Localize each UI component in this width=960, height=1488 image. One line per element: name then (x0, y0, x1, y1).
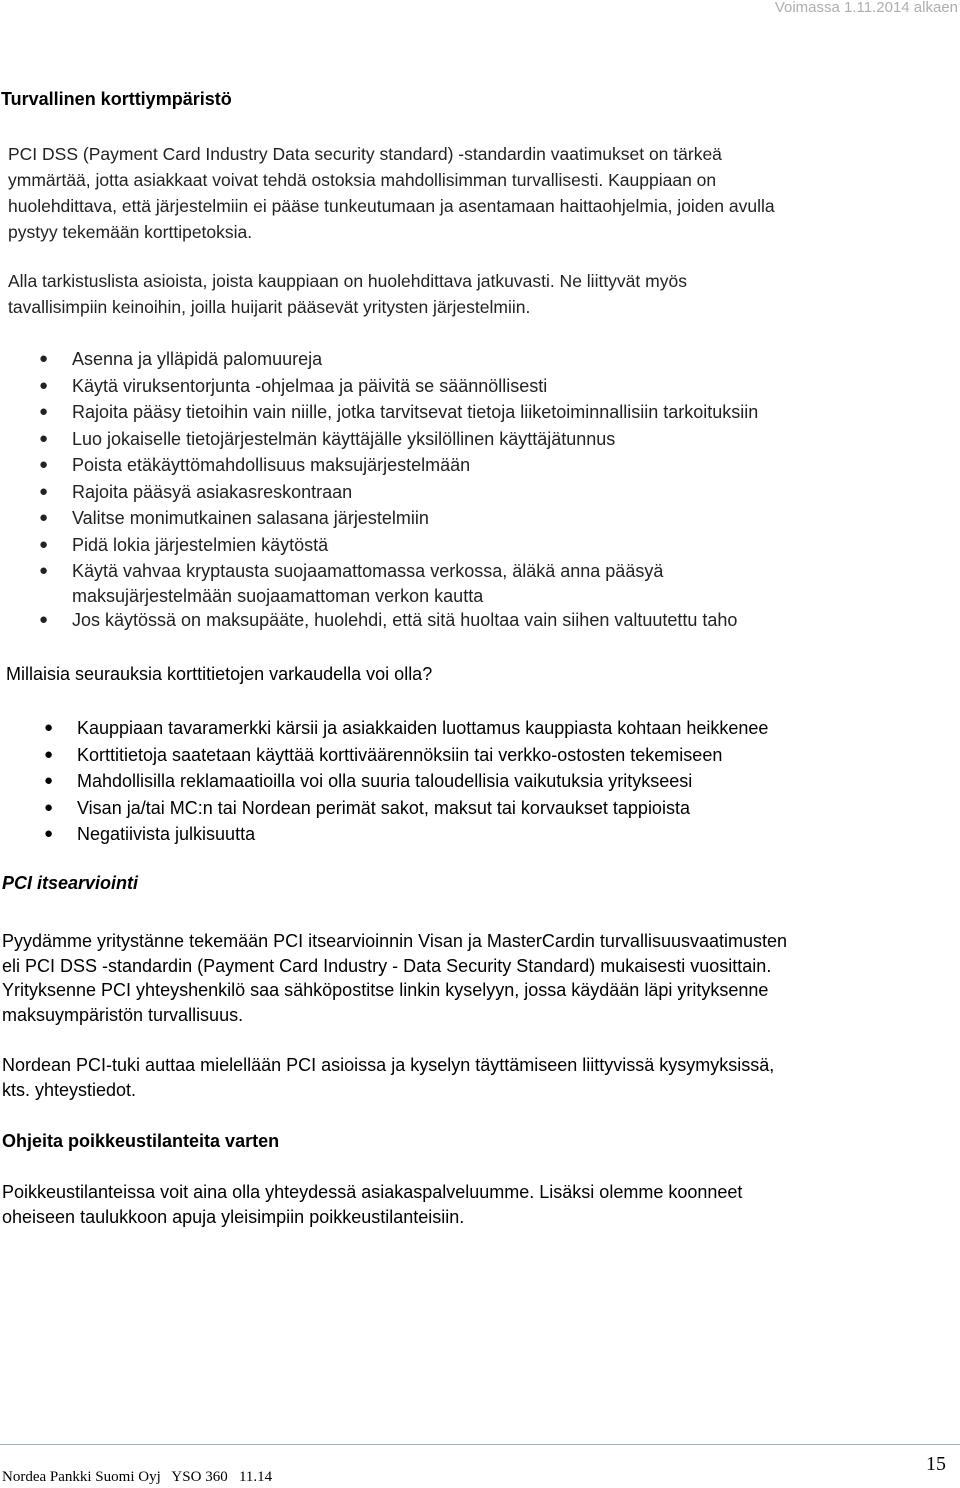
bullet-icon: ● (39, 403, 49, 420)
bullet-icon: ● (39, 482, 49, 500)
list-item: ● Mahdollisilla reklamaatioilla voi olla suuria taloudellisia vaikutuksia yritykseesi (77, 768, 768, 795)
list-item: ● Käytä viruksentorjunta -ohjelmaa ja päivitä se säännöllisesti (72, 373, 758, 400)
consequences-list (44, 715, 769, 848)
bullet-icon: ● (39, 610, 49, 628)
security-checklist (39, 346, 759, 633)
list-item-continuation: maksujärjestelmään suojaamattoman verkon kautta (72, 585, 484, 606)
section-heading-exception-instructions: Ohjeita poikkeustilanteita varten (2, 1131, 280, 1151)
list-item: ● Valitse monimutkainen salasana järjestelmiin (72, 505, 758, 532)
pci-support-paragraph (2, 1053, 774, 1103)
list-item: ● Poista etäkäyttömahdollisuus maksujärjestelmään (72, 452, 758, 479)
text-line: maksuympäristön turvallisuus. (2, 1004, 244, 1025)
section-heading-pci-self-assessment: PCI itsearviointi (2, 873, 139, 893)
footer-divider (0, 1444, 960, 1445)
consequences-question: Millaisia seurauksia korttitietojen varkaudella voi olla? (6, 664, 433, 684)
bullet-icon: ● (39, 535, 49, 553)
text-line: pystyy tekemään korttipetoksia. (8, 222, 253, 242)
bullet-icon: ● (39, 350, 49, 367)
bullet-icon: ● (44, 798, 54, 816)
list-item: ● Pidä lokia järjestelmien käytöstä (72, 532, 758, 559)
text-line: tavallisimpiin keinoihin, joilla huijarit pääsevät yritysten järjestelmiin. (8, 297, 531, 317)
text-line: PCI DSS (Payment Card Industry Data security standard) -standardin vaatimukset on tärkeä (8, 144, 722, 164)
list-item: ● Korttitietoja saatetaan käyttää korttiväärennöksiin tai verkko-ostosten tekemiseen (77, 742, 768, 769)
intro-paragraph (8, 141, 775, 245)
bullet-icon: ● (39, 376, 49, 394)
page-number: 15 (926, 1453, 946, 1475)
list-item: ● Negatiivista julkisuutta (77, 821, 768, 848)
self-assessment-paragraph (2, 929, 787, 1027)
bullet-icon: ● (44, 825, 54, 842)
list-item: ● Kauppiaan tavaramerkki kärsii ja asiakkaiden luottamus kauppiasta kohtaan heikkenee (77, 715, 768, 742)
footer-company-info: Nordea Pankki Suomi Oyj YSO 360 11.14 (2, 1469, 273, 1485)
bullet-icon: ● (44, 772, 54, 789)
text-line: Yrityksenne PCI yhteyshenkilö saa sähköpostitse linkin kyselyyn, jossa käydään läpi yrityksenne (2, 980, 769, 1000)
bullet-icon: ● (39, 562, 49, 579)
list-item: ● Rajoita pääsyä asiakasreskontraan (72, 479, 758, 506)
text-line: Nordean PCI-tuki auttaa mielellään PCI asioissa ja kyselyn täyttämiseen liittyvissä kysymyksissä, (2, 1055, 775, 1075)
exception-paragraph (2, 1180, 742, 1230)
text-line: ymmärtää, jotta asiakkaat voivat tehdä ostoksia mahdollisimman turvallisesti. Kauppiaan on (8, 170, 717, 190)
list-item: ● Käytä vahvaa kryptausta suojaamattomassa verkossa, äläkä anna pääsyä (72, 558, 758, 585)
text-line: Pyydämme yritystänne tekemään PCI itsearvioinnin Visan ja MasterCardin turvallisuusvaatimusten (2, 931, 788, 951)
header-effective-date: Voimassa 1.11.2014 alkaen (774, 0, 958, 16)
bullet-icon: ● (39, 456, 49, 473)
text-line: eli PCI DSS -standardin (Payment Card Industry - Data Security Standard) mukaisesti vuosittain. (2, 955, 772, 976)
list-item: ● Luo jokaiselle tietojärjestelmän käyttäjälle yksilöllinen käyttäjätunnus (72, 426, 758, 453)
list-item: ● Asenna ja ylläpidä palomuureja (72, 346, 758, 373)
text-line: Alla tarkistuslista asioista, joista kauppiaan on huolehdittava jatkuvasti. Ne liittyvät myös (8, 271, 687, 291)
text-line: kts. yhteystiedot. (2, 1080, 137, 1100)
bullet-icon: ● (39, 509, 49, 526)
text-line: oheiseen taulukkoon apuja yleisimpiin poikkeustilanteisiin. (2, 1207, 465, 1227)
section-heading-secure-card-environment: Turvallinen korttiympäristö (1, 89, 232, 109)
text-line: Poikkeustilanteissa voit aina olla yhteydessä asiakaspalveluumme. Lisäksi olemme koonneet (2, 1182, 743, 1202)
list-item: ● Visan ja/tai MC:n tai Nordean perimät sakot, maksut tai korvaukset tappioista (77, 795, 768, 822)
bullet-icon: ● (44, 719, 54, 736)
bullet-icon: ● (44, 745, 54, 763)
checklist-intro-paragraph (8, 268, 687, 320)
text-line: huolehdittava, että järjestelmiin ei pääse tunkeutumaan ja asentamaan haittaohjelmia, joiden avulla (8, 196, 775, 216)
list-item: ● Rajoita pääsy tietoihin vain niille, jotka tarvitsevat tietoja liiketoiminnallisiin tarkoituksiin (72, 399, 758, 426)
bullet-icon: ● (39, 429, 49, 447)
list-item: ● Jos käytössä on maksupääte, huolehdi, että sitä huoltaa vain siihen valtuutettu taho (72, 607, 758, 634)
